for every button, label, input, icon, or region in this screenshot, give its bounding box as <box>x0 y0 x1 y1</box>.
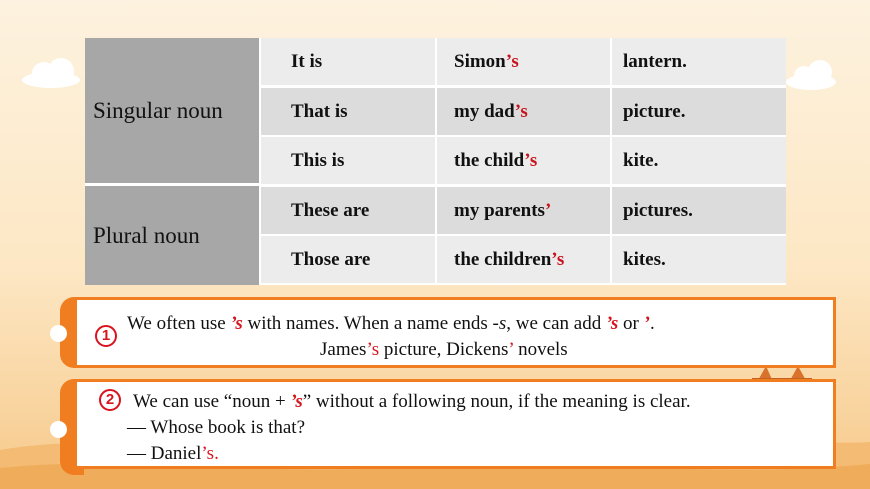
note-text: We often use <box>127 313 231 334</box>
object-cell: lantern. <box>612 38 786 85</box>
note-example <box>127 441 219 466</box>
note-text: picture, Dickens <box>379 339 509 360</box>
note-line <box>127 311 655 336</box>
note-text: novels <box>513 339 568 360</box>
possessive-marker: ’s <box>505 50 519 72</box>
possessive-marker: ’s <box>366 339 380 360</box>
note-text: — Daniel <box>127 443 202 464</box>
note-box-1 <box>74 297 836 368</box>
note-text: or <box>618 313 644 334</box>
note-text: with names. When a name ends - <box>242 313 499 334</box>
note-tab-hole <box>50 421 67 438</box>
subject-cell: This is <box>261 137 435 184</box>
note-text: We can use “noun + <box>133 391 291 412</box>
note-text: . <box>649 313 655 334</box>
note-box-2 <box>74 379 836 469</box>
possessive-marker: ’ <box>508 339 514 360</box>
possessive-marker: ’s <box>524 149 538 171</box>
owner-text: the children <box>454 248 552 270</box>
possessive-marker: ’ <box>544 199 552 221</box>
number-badge: 1 <box>95 325 117 347</box>
note-text: James <box>320 339 367 360</box>
group-header-plural: Plural noun <box>85 186 259 285</box>
note-example: — Whose book is that? <box>127 417 306 438</box>
note-text: s <box>498 313 507 334</box>
possessive-marker: ’s. <box>201 443 219 464</box>
owner-text: my parents <box>454 199 545 221</box>
owner-cell <box>437 88 610 135</box>
note-text: ” without a following noun, if the meaning is clear. <box>302 391 691 412</box>
group-header-singular: Singular noun <box>85 38 259 183</box>
owner-cell <box>437 236 610 283</box>
subject-cell: That is <box>261 88 435 135</box>
subject-cell: It is <box>261 38 435 85</box>
possessive-marker: ’s <box>605 313 619 334</box>
owner-text: my dad <box>454 100 515 122</box>
object-cell: picture. <box>612 88 786 135</box>
possessive-table <box>85 38 786 285</box>
subject-cell: Those are <box>261 236 435 283</box>
note-line <box>133 389 691 414</box>
note-example <box>320 337 568 362</box>
possessive-marker: ’s <box>230 313 243 334</box>
owner-cell <box>437 137 610 184</box>
note-text: , we can add <box>506 313 606 334</box>
owner-cell <box>437 38 610 85</box>
object-cell: kite. <box>612 137 786 184</box>
note-tab-hole <box>50 325 67 342</box>
subject-cell: These are <box>261 187 435 234</box>
number-badge: 2 <box>99 389 121 411</box>
cloud-icon <box>22 58 82 88</box>
object-cell: kites. <box>612 236 786 283</box>
object-cell: pictures. <box>612 187 786 234</box>
possessive-marker: ’s <box>290 391 303 412</box>
owner-cell <box>437 187 610 234</box>
owner-text: Simon <box>454 50 506 72</box>
owner-text: the child <box>454 149 525 171</box>
cloud-icon <box>786 60 838 90</box>
possessive-marker: ’s <box>551 248 565 270</box>
possessive-marker: ’ <box>643 313 650 334</box>
possessive-marker: ’s <box>514 100 528 122</box>
